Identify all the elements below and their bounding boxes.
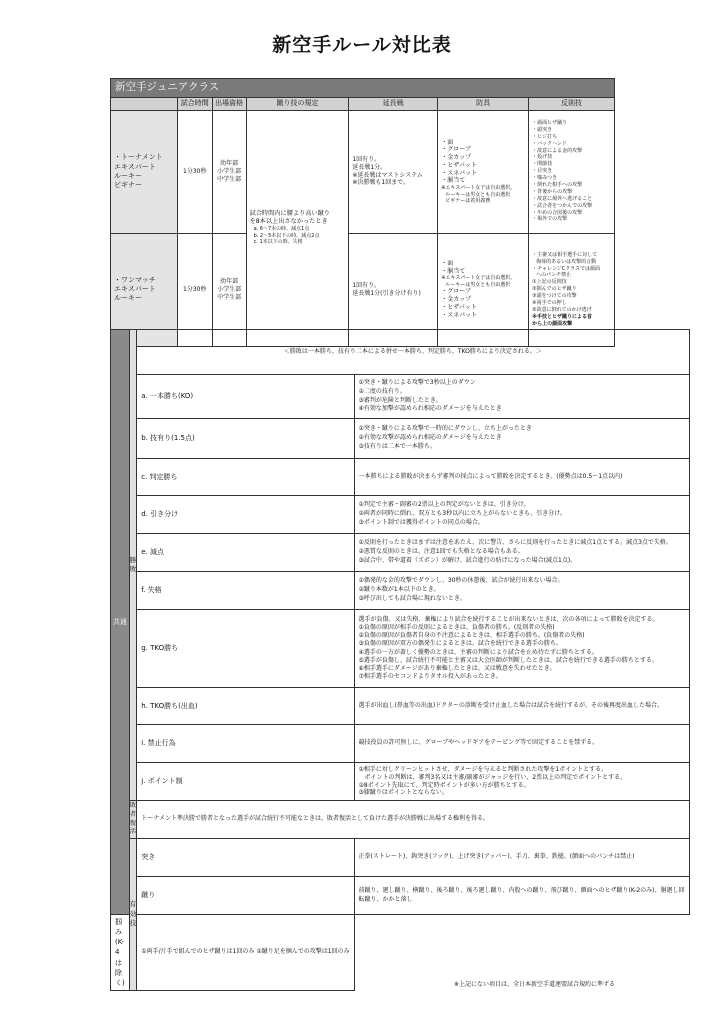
win-loss-intro: ＜勝敗は一本勝ち、技有り二本による併せ一本勝ち、判定勝ち、TKO勝ちにより決定される。＞: [137, 330, 689, 375]
rule-label: h. TKO勝ち(出血): [137, 688, 354, 725]
footnote: ※上記にない項目は、全日本新空手道連盟試合規約に準ずる: [453, 981, 615, 988]
kick-rules: 試合時間内に腰より高い蹴り を8本以上出さなかったとき a. 6～7本の時、減点1点 b. 2～5本以下の時、減点2点 c. 1本以下の時、失格: [246, 110, 349, 346]
effective-technique-description: 正拳(ストレート)、鉤突き(フック)、上げ突き(アッパー)、手刀、裏拳、鉄槌、(顔面へのパンチは禁止): [354, 839, 689, 877]
eligibility-tournament: 幼年部 小学生部 中学生部: [212, 110, 246, 233]
time-tournament: 1分30秒: [177, 110, 212, 233]
rule-description: ①突き・蹴りによる攻撃で一時的にダウンし、立ち上がったとき ②有効な攻撃が認められ相応のダメージを与えたとき ③技有りは二本で一本勝ち。: [354, 419, 689, 459]
gear-one-match: ・面 ・胴当て ※エキスパート女子は自由選択。 ルーキーは男女とも自由選択 ・グローブ ・金カップ ・ヒザパット ・スネパット: [438, 233, 529, 346]
revival-label: 敗者復活: [129, 801, 137, 839]
rule-label: j. ポイント制: [137, 763, 354, 801]
win-loss-label: 勝敗: [129, 330, 137, 801]
rule-description: ①突き・蹴りによる攻撃で3秒以上のダウン ②二度の技有り。 ③審判が危険と判断したとき。 ④有効な加撃が認められ相応のダメージを与えたとき: [354, 375, 689, 419]
rule-description: 選手が出血し(鼻血等の出血)ドクターの診断を受け止血した場合は試合を続行するが、その後再度出血した場合。: [354, 688, 689, 725]
rule-description: ①判定で主審・副審の2票以上の判定がないときは、引き分け。 ②両者が同時に倒れ、双方とも3秒以内に立ち上がらないときも、引き分け。 ③ポイント制では獲得ポイントの同点の場合。: [354, 496, 689, 534]
time-one-match: 1分30秒: [177, 233, 212, 346]
page-title: 新空手ルール対比表: [272, 34, 452, 56]
rule-description: ①偶発的な金的攻撃でダウンし、30秒の休憩後、試合が続行出来ない場合。 ②蹴り本数が1本以下のとき。 ③呼び出しても試合場に現れないとき。: [354, 572, 689, 610]
rule-description: 選手が負傷、又は失格、棄権により試合を続行することが出来ないときは、次の各項によって勝敗を決定する。 ①負傷の原因が相手の反則によるときは、負傷者の勝ち。(反則者の失格) ②負傷の原因が負傷者自身の不注意によるときは、相手選手の勝ち。(負傷者の失格) ③負傷の原因が双方の偶発生によるときは、試合を続行できる選手の勝ち。 ④選手の一方が著しく優勢のときは、主審の判断により試合を止め待たずに勝ちとする。 ⑤選手が負傷し、試合続行不可能と主審又は大会医師が判断したときは、試合を続行できる選手の勝ちとする。 ⑥相手選手にダメージがあり棄権したときは、又は戦意を失わせたとき。 ⑦相手選手のセコンドよりタオル投入があったとき。: [354, 610, 689, 688]
effective-technique-label: 掴み(K-4は除く): [111, 915, 130, 991]
extension-tournament: 1回有り。 延長戦1分。 ※延長戦はマストシステム ※決勝戦も1回まで。: [349, 110, 438, 233]
header-time: 試合時間: [177, 97, 212, 110]
extension-one-match: 1回有り。 延長戦1分(引き分け有り): [349, 233, 438, 346]
revival-text: トーナメント準決勝で勝者となった選手が試合続行不可能なときは、敗者復活として負けた選手が決勝戦に出場する権利を得る。: [137, 801, 689, 839]
rule-label: i. 禁止行為: [137, 725, 354, 763]
effective-label: 有効技: [129, 839, 137, 991]
rule-description: 競技役員の許可無しに、グローブやヘッドギアをテーピング等で固定することを禁ずる。: [354, 725, 689, 763]
gear-tournament: ・面 ・グローブ ・金カップ ・ヒザパット ・スネパット ・胴当て ※エキスパート女子は自由選択。 ルーキーは男女とも自由選択 ビギナーは着用義務: [438, 110, 529, 233]
header-eligibility: 出場資格: [212, 97, 246, 110]
common-label: 共通: [111, 330, 130, 915]
rule-label: g. TKO勝ち: [137, 610, 354, 688]
rule-label: b. 技有り(1.5点): [137, 419, 354, 459]
rule-label: c. 判定勝ち: [137, 459, 354, 496]
eligibility-one-match: 幼年部 小学生部 中学生部: [212, 233, 246, 346]
fouls-tournament: ・顔面ヒザ蹴り ・頭突き ・ヒジ打ち ・バックハンド ・故意による金的攻撃 ・投げ技 ・関節技 ・目突き ・噛みつき ・倒れた相手への攻撃 ・背後からの攻撃 ・故意に場外へ逃げること ・試合者をつかんでの攻撃 ・やめの合図後の攻撃 ・場外での攻撃: [529, 110, 615, 233]
class-tournament: ・トーナメント エキスパート ルーキー ビギナー: [111, 110, 178, 233]
rule-description: ①反則を行ったときはまずは注意をあたえ、次に警告、さらに反則を行ったときに減点1点とする。減点3点で失格。 ②悪質な反則のときは、注意1回でも失格となる場合もある。 ③試合中、帯や道着（ズボン）が解け、試合進行の妨げになった場合(減点1点)。: [354, 534, 689, 572]
effective-technique-description: ①両手/片手で組んでのヒザ蹴りは1回のみ ②蹴り足を掴んでの攻撃は1回のみ: [137, 915, 354, 991]
junior-class-table: [110, 78, 615, 347]
rule-description: 一本勝ちによる勝敗が決まらず審判の採点によって勝敗を決定するとき。(優勢点は0.5～1点以内): [354, 459, 689, 496]
rule-label: a. 一本勝ち(KO): [137, 375, 354, 419]
rule-label: d. 引き分け: [137, 496, 354, 534]
rule-label: f. 失格: [137, 572, 354, 610]
rule-label: e. 減点: [137, 534, 354, 572]
class-one-match: ・ワンマッチ エキスパート ルーキー: [111, 233, 178, 346]
effective-technique-label: 突き: [137, 839, 354, 877]
effective-technique-label: 蹴り: [137, 877, 354, 915]
fouls-one-match: ・主審又は相手選手に対して 侮辱的あるいは攻撃的言動 ・チャレンジCクラスでは顔面 へのパンチ禁止 ①上記の反則技 ②掴んでのヒザ蹴り ③頭をつけての攻撃 ④両手での押し ⑤故意に倒れてのかけ逃げ ※手技とヒザ蹴りによる首 から上の顔面攻撃: [529, 233, 615, 346]
header-empty: [111, 97, 178, 110]
header-extension: 延長戦: [349, 97, 438, 110]
rule-description: ①相手に対しクリーンヒットさせ、ダメージを与えると判断された攻撃を1ポイントとする。 ポイントの判断は、審判3名又は主審/副審がジャッジを行い、2票以上の判定でポイントとする。 ②8ポイント先取にて、判定時ポイントが多い方が勝ちとする。 ③膝蹴りはポイントとならない。: [354, 763, 689, 801]
junior-class-caption: 新空手ジュニアクラス: [111, 79, 615, 98]
header-gear: 防具: [438, 97, 529, 110]
effective-technique-description: 前蹴り、廻し蹴り、横蹴り、後ろ蹴り、後ろ廻し蹴り、内股への蹴り、飛び蹴り、顔面へのヒザ蹴り(K-2のみ)、胴廻し回 転蹴り、かかと落し: [354, 877, 689, 915]
header-fouls: 反則技: [529, 97, 615, 110]
common-rules-table: [110, 329, 690, 991]
header-kick-rules: 蹴り技の規定: [246, 97, 349, 110]
